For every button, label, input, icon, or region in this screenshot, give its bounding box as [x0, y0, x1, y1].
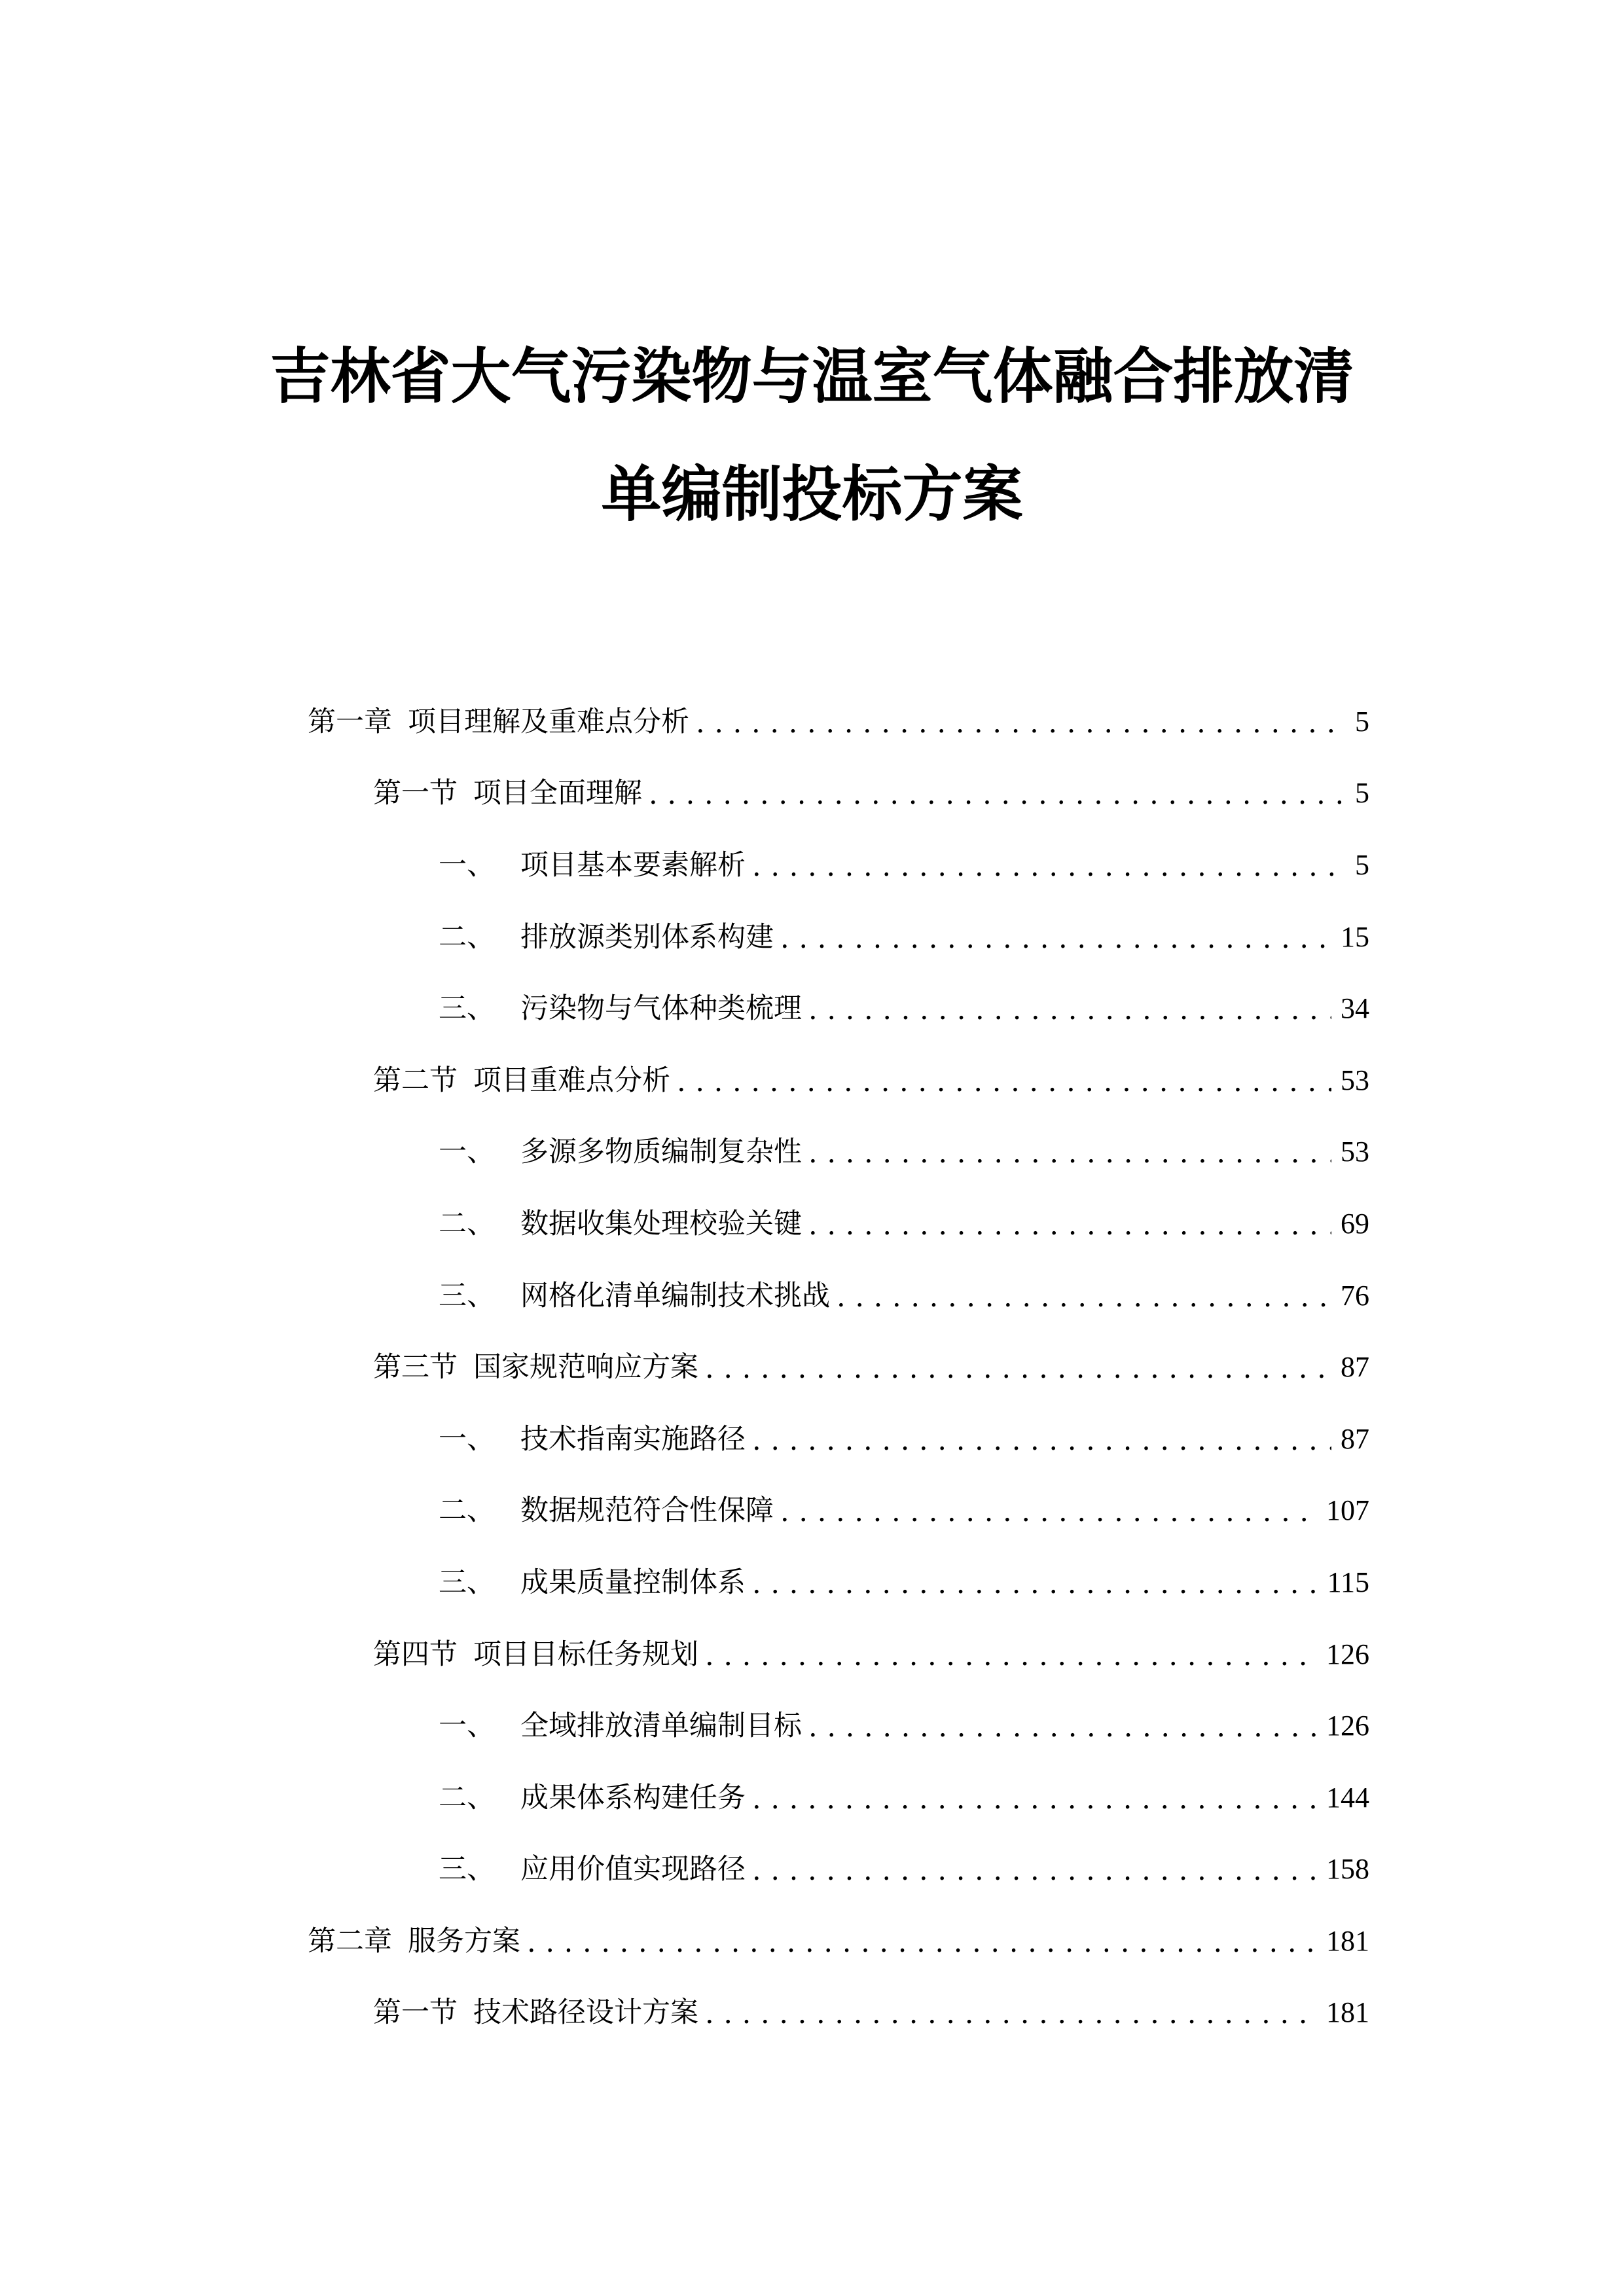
- toc-entry-subsection[interactable]: [308, 1188, 1369, 1260]
- toc-entry-prefix: 三、: [439, 1279, 495, 1312]
- toc-entry-section[interactable]: [308, 1619, 1369, 1691]
- toc-entry-subsection[interactable]: [308, 829, 1369, 901]
- toc-entry-page-number: 69: [1341, 1207, 1369, 1240]
- document-title-line-2: 单编制投标方案: [601, 459, 1023, 529]
- toc-entry-subsection[interactable]: [308, 1475, 1369, 1547]
- toc-entry-subsection[interactable]: [308, 1547, 1369, 1619]
- toc-entry-label: 多源多物质编制复杂性: [520, 1136, 802, 1169]
- toc-dot-leader: [780, 920, 1331, 957]
- toc-entry-prefix: 第二节: [373, 1064, 458, 1097]
- toc-entry-subsection[interactable]: [308, 1690, 1369, 1762]
- toc-entry-chapter[interactable]: [308, 686, 1369, 758]
- toc-entry-subsection[interactable]: [308, 901, 1369, 973]
- toc-entry-page-number: 34: [1341, 992, 1369, 1025]
- toc-dot-leader: [808, 1709, 1317, 1746]
- toc-entry-label: 项目目标任务规划: [473, 1638, 698, 1671]
- toc-dot-leader: [837, 1279, 1331, 1316]
- toc-entry-page-number: 87: [1341, 1351, 1369, 1384]
- toc-dot-leader: [780, 1494, 1317, 1530]
- table-of-contents: [308, 686, 1369, 2049]
- toc-dot-leader: [752, 1422, 1331, 1459]
- toc-entry-page-number: 5: [1355, 777, 1369, 810]
- toc-entry-page-number: 5: [1355, 705, 1369, 738]
- toc-entry-prefix: 第二章: [308, 1924, 392, 1958]
- toc-entry-label: 项目理解及重难点分析: [408, 705, 689, 738]
- toc-entry-label: 国家规范响应方案: [473, 1351, 698, 1384]
- toc-entry-prefix: 第四节: [373, 1638, 458, 1671]
- toc-entry-label: 数据收集处理校验关键: [520, 1207, 802, 1240]
- toc-entry-label: 项目基本要素解析: [520, 848, 746, 882]
- toc-entry-prefix: 一、: [439, 1710, 495, 1743]
- toc-entry-prefix: 第一章: [308, 705, 392, 738]
- toc-entry-prefix: 第一节: [373, 1996, 458, 2030]
- toc-entry-page-number: 115: [1327, 1566, 1369, 1598]
- toc-entry-prefix: 二、: [439, 920, 495, 954]
- toc-entry-prefix: 三、: [439, 1853, 495, 1886]
- toc-entry-label: 项目全面理解: [473, 777, 642, 810]
- toc-entry-label: 技术指南实施路径: [520, 1422, 746, 1456]
- toc-dot-leader: [705, 1996, 1317, 2032]
- toc-entry-prefix: 二、: [439, 1494, 495, 1528]
- toc-dot-leader: [696, 705, 1346, 742]
- toc-entry-label: 数据规范符合性保障: [520, 1494, 774, 1528]
- toc-entry-prefix: 三、: [439, 1566, 495, 1599]
- document-title-line-1: 吉林省大气污染物与温室气体融合排放清: [270, 341, 1354, 412]
- toc-entry-prefix: 三、: [439, 992, 495, 1026]
- toc-entry-prefix: 一、: [439, 1422, 495, 1456]
- toc-entry-label: 项目重难点分析: [473, 1064, 670, 1097]
- toc-entry-subsection[interactable]: [308, 1403, 1369, 1475]
- toc-entry-label: 服务方案: [408, 1924, 520, 1958]
- toc-entry-prefix: 一、: [439, 848, 495, 882]
- toc-entry-subsection[interactable]: [308, 1117, 1369, 1189]
- toc-entry-label: 排放源类别体系构建: [520, 920, 774, 954]
- toc-dot-leader: [752, 848, 1346, 885]
- toc-entry-page-number: 15: [1341, 920, 1369, 953]
- toc-entry-prefix: 第三节: [373, 1351, 458, 1384]
- toc-entry-label: 污染物与气体种类梳理: [520, 992, 802, 1026]
- toc-entry-section[interactable]: [308, 1045, 1369, 1117]
- toc-entry-label: 网格化清单编制技术挑战: [520, 1279, 830, 1312]
- toc-entry-page-number: 181: [1326, 1924, 1369, 1957]
- toc-entry-section[interactable]: [308, 1331, 1369, 1403]
- toc-entry-page-number: 5: [1355, 848, 1369, 881]
- toc-entry-page-number: 126: [1326, 1710, 1369, 1742]
- toc-entry-section[interactable]: [308, 758, 1369, 830]
- toc-dot-leader: [752, 1852, 1317, 1889]
- toc-entry-section[interactable]: [308, 1977, 1369, 2049]
- toc-dot-leader: [808, 1207, 1331, 1244]
- toc-entry-prefix: 二、: [439, 1207, 495, 1240]
- toc-dot-leader: [752, 1566, 1318, 1602]
- toc-entry-subsection[interactable]: [308, 1260, 1369, 1332]
- toc-entry-page-number: 53: [1341, 1136, 1369, 1168]
- toc-entry-chapter[interactable]: [308, 1905, 1369, 1977]
- toc-entry-page-number: 53: [1341, 1064, 1369, 1096]
- toc-entry-page-number: 158: [1326, 1853, 1369, 1886]
- toc-entry-page-number: 107: [1326, 1494, 1369, 1527]
- toc-entry-subsection[interactable]: [308, 1762, 1369, 1834]
- toc-dot-leader: [752, 1781, 1317, 1818]
- toc-entry-page-number: 181: [1326, 1996, 1369, 2029]
- toc-entry-prefix: 二、: [439, 1781, 495, 1814]
- toc-dot-leader: [705, 1350, 1331, 1387]
- toc-entry-prefix: 一、: [439, 1136, 495, 1169]
- toc-entry-page-number: 126: [1326, 1638, 1369, 1670]
- toc-entry-label: 应用价值实现路径: [520, 1853, 746, 1886]
- toc-dot-leader: [527, 1924, 1317, 1961]
- toc-entry-prefix: 第一节: [373, 777, 458, 810]
- toc-entry-label: 成果体系构建任务: [520, 1781, 746, 1814]
- toc-dot-leader: [705, 1638, 1317, 1674]
- toc-dot-leader: [808, 1135, 1331, 1172]
- toc-entry-label: 成果质量控制体系: [520, 1566, 746, 1599]
- toc-entry-page-number: 144: [1326, 1781, 1369, 1814]
- toc-dot-leader: [649, 776, 1346, 813]
- toc-entry-label: 技术路径设计方案: [473, 1996, 698, 2030]
- toc-entry-subsection[interactable]: [308, 973, 1369, 1045]
- toc-dot-leader: [808, 992, 1331, 1028]
- toc-entry-page-number: 87: [1341, 1422, 1369, 1455]
- toc-entry-label: 全域排放清单编制目标: [520, 1710, 802, 1743]
- toc-entry-page-number: 76: [1341, 1279, 1369, 1312]
- toc-dot-leader: [677, 1064, 1331, 1100]
- toc-entry-subsection[interactable]: [308, 1834, 1369, 1906]
